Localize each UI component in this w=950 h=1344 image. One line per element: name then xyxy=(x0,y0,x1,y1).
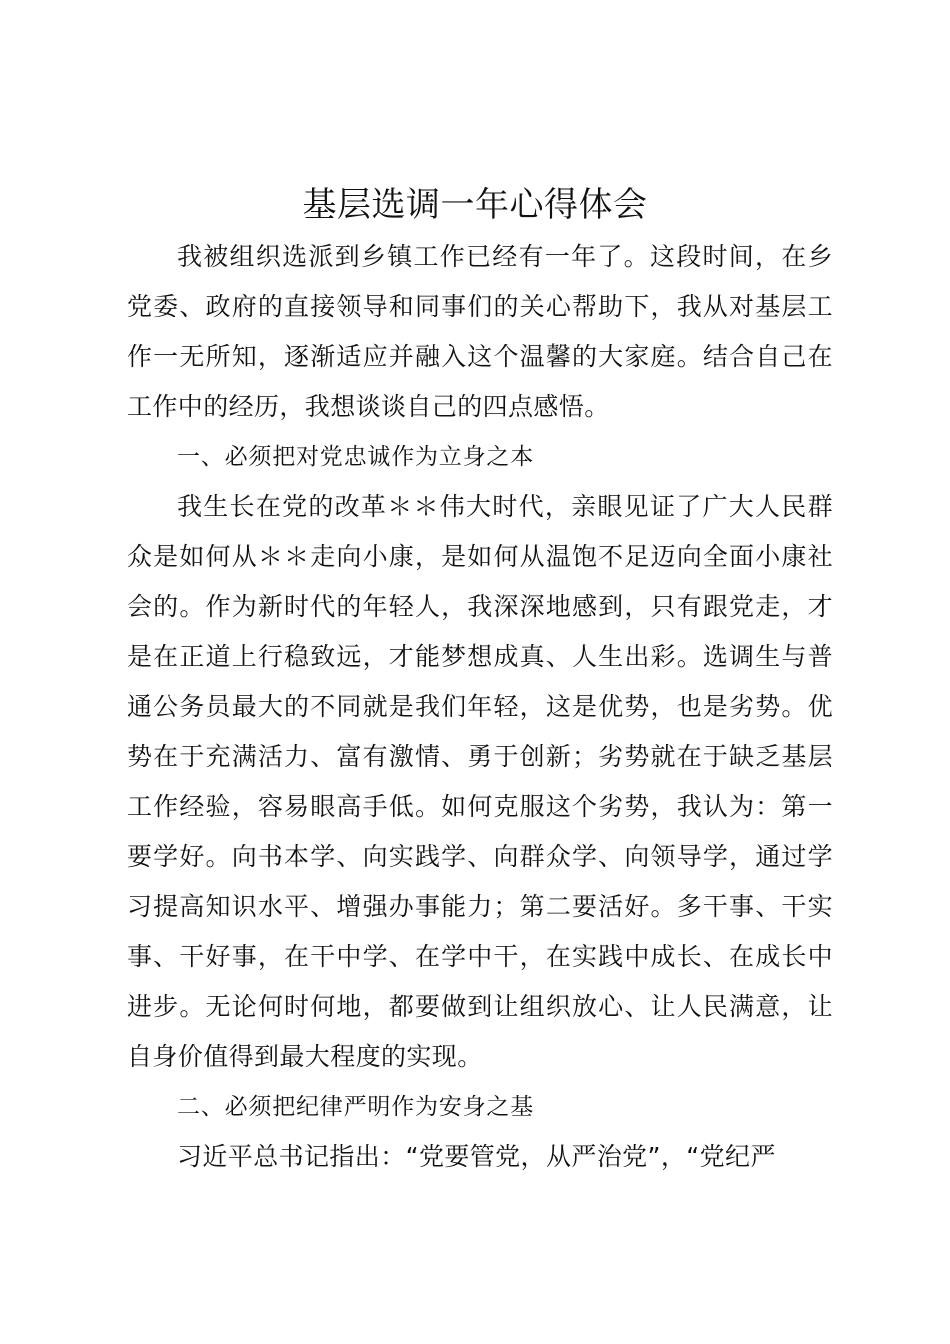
document-title: 基层选调一年心得体会 xyxy=(302,185,648,225)
intro-paragraph: 我被组织选派到乡镇工作已经有一年了。这段时间，在乡党委、政府的直接领导和同事们的关心帮助下，我从对基层工作一无所知，逐渐适应并融入这个温馨的大家庭。结合自己在工作中的经历，我想谈谈自己的四点感悟。 xyxy=(127,242,833,421)
section-2-paragraph: 习近平总书记指出：“党要管党，从严治党”，“党纪严 xyxy=(177,1142,776,1171)
section-heading-1: 一、必须把对党忠诚作为立身之本 xyxy=(177,444,534,470)
section-heading-2: 二、必须把纪律严明作为安身之基 xyxy=(177,1094,534,1120)
section-1-paragraph: 我生长在党的改革＊＊伟大时代，亲眼见证了广大人民群众是如何从＊＊走向小康，是如何从温饱不足迈向全面小康社会的。作为新时代的年轻人，我深深地感到，只有跟党走，才是在正道上行稳致远，才能梦想成真、人生出彩。选调生与普通公务员最大的不同就是我们年轻，这是优势，也是劣势。优势在于充满活力、富有激情、勇于创新；劣势就在于缺乏基层工作经验，容易眼高手低。如何克服这个劣势，我认为：第一要学好。向书本学、向实践学、向群众学、向领导学，通过学习提高知识水平、增强办事能力；第二要活好。多干事、干实事、干好事，在干中学、在学中干，在实践中成长、在成长中进步。无论何时何地，都要做到让组织放心、让人民满意，让自身价值得到最大程度的实现。 xyxy=(127,492,833,1071)
document-body xyxy=(127,232,833,1182)
